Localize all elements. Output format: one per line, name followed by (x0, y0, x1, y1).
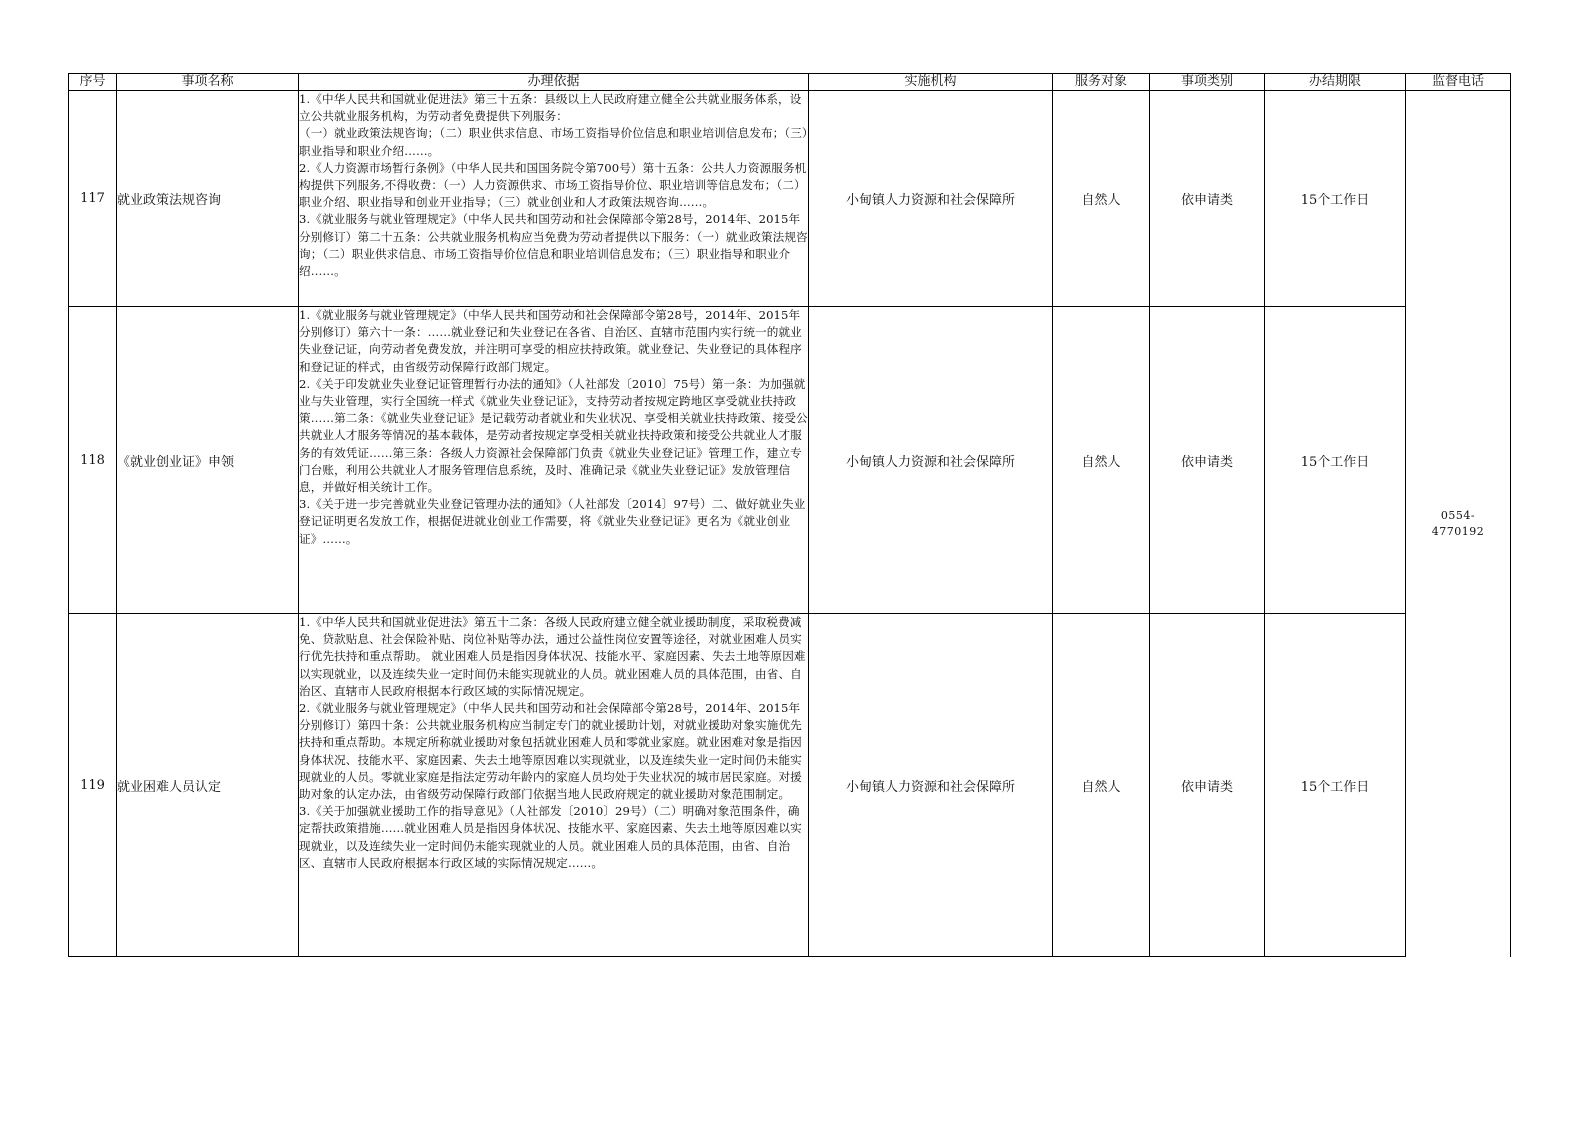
item-name: 《就业创业证》申领 (117, 307, 299, 614)
item-org: 小甸镇人力资源和社会保障所 (809, 614, 1053, 957)
service-items-table (68, 73, 1511, 957)
supervision-phone-text: 0554- 4770192 (1431, 508, 1485, 538)
item-deadline: 15个工作日 (1265, 91, 1406, 307)
item-name: 就业困难人员认定 (117, 614, 299, 957)
table-row (69, 307, 1511, 614)
header-deadline: 办结期限 (1265, 74, 1406, 91)
item-basis: 1.《中华人民共和国就业促进法》第三十五条：县级以上人民政府建立健全公共就业服务体系，设立公共就业服务机构，为劳动者免费提供下列服务： （一）就业政策法规咨询；（二）职业供求信息、市场工资指导价位信息和职业培训信息发布；（三）职业指导和职业介绍……。 2.《人力资源市场暂行条例》（中华人民共和国国务院令第700号）第十五条：公共人力资源服务机构提供下列服务,不得收费：（一）人力资源供求、市场工资指导价位、职业培训等信息发布；（二）职业介绍、职业指导和创业开业指导；（三）就业创业和人才政策法规咨询……。 3.《就业服务与就业管理规定》（中华人民共和国劳动和社会保障部令第28号，2014年、2015年分别修订）第二十五条：公共就业服务机构应当免费为劳动者提供以下服务：（一）就业政策法规咨询；（二）职业供求信息、市场工资指导价位信息和职业培训信息发布；（三）职业指导和职业介绍……。 (299, 92, 808, 279)
item-basis: 1.《就业服务与就业管理规定》（中华人民共和国劳动和社会保障部令第28号，2014年、2015年分别修订）第六十一条：……就业登记和失业登记在各省、自治区、直辖市范围内实行统一的就业失业登记证，向劳动者免费发放，并注明可享受的相应扶持政策。就业登记、失业登记的具体程序和登记证的样式，由省级劳动保障行政部门规定。 2.《关于印发就业失业登记证管理暂行办法的通知》（人社部发〔2010〕75号）第一条：为加强就业与失业管理，实行全国统一样式《就业失业登记证》，支持劳动者按规定跨地区享受就业扶持政策……第二条：《就业失业登记证》是记载劳动者就业和失业状况、享受相关就业扶持政策、接受公共就业人才服务等情况的基本载体，是劳动者按规定享受相关就业扶持政策和接受公共就业人才服务的有效凭证……第三条：各级人力资源社会保障部门负责《就业失业登记证》管理工作，建立专门台账，利用公共就业人才服务管理信息系统，及时、准确记录《就业失业登记证》发放管理信息，并做好相关统计工作。 3.《关于进一步完善就业失业登记管理办法的通知》（人社部发〔2014〕97号）二、做好就业失业登记证明更名发放工作，根据促进就业创业工作需要，将《就业失业登记证》更名为《就业创业证》……。 (299, 308, 808, 546)
item-target: 自然人 (1053, 91, 1150, 307)
supervision-phone (1406, 91, 1511, 957)
item-basis-cell (299, 91, 809, 307)
item-category: 依申请类 (1150, 91, 1265, 307)
header-name: 事项名称 (117, 74, 299, 91)
item-category: 依申请类 (1150, 614, 1265, 957)
item-basis-cell (299, 307, 809, 614)
item-number: 119 (69, 614, 117, 957)
item-number: 117 (69, 91, 117, 307)
header-org: 实施机构 (809, 74, 1053, 91)
header-target: 服务对象 (1053, 74, 1150, 91)
item-target: 自然人 (1053, 614, 1150, 957)
item-org: 小甸镇人力资源和社会保障所 (809, 91, 1053, 307)
item-target: 自然人 (1053, 307, 1150, 614)
item-org: 小甸镇人力资源和社会保障所 (809, 307, 1053, 614)
header-category: 事项类别 (1150, 74, 1265, 91)
table-row (69, 91, 1511, 307)
item-deadline: 15个工作日 (1265, 307, 1406, 614)
item-category: 依申请类 (1150, 307, 1265, 614)
item-deadline: 15个工作日 (1265, 614, 1406, 957)
item-name: 就业政策法规咨询 (117, 91, 299, 307)
header-phone: 监督电话 (1406, 74, 1511, 91)
item-basis-cell (299, 614, 809, 957)
table-row (69, 614, 1511, 957)
header-basis: 办理依据 (299, 74, 809, 91)
header-no: 序号 (69, 74, 117, 91)
item-basis: 1.《中华人民共和国就业促进法》第五十二条：各级人民政府建立健全就业援助制度，采取税费减免、贷款贴息、社会保险补贴、岗位补贴等办法，通过公益性岗位安置等途径，对就业困难人员实行优先扶持和重点帮助。 就业困难人员是指因身体状况、技能水平、家庭因素、失去土地等原因难以实现就业，以及连续失业一定时间仍未能实现就业的人员。就业困难人员的具体范围，由省、自治区、直辖市人民政府根据本行政区域的实际情况规定。 2.《就业服务与就业管理规定》（中华人民共和国劳动和社会保障部令第28号，2014年、2015年分别修订）第四十条：公共就业服务机构应当制定专门的就业援助计划，对就业援助对象实施优先扶持和重点帮助。本规定所称就业援助对象包括就业困难人员和零就业家庭。就业困难对象是指因身体状况、技能水平、家庭因素、失去土地等原因难以实现就业，以及连续失业一定时间仍未能实现就业的人员。零就业家庭是指法定劳动年龄内的家庭人员均处于失业状况的城市居民家庭。对援助对象的认定办法，由省级劳动保障行政部门依据当地人民政府规定的就业援助对象范围制定。 3.《关于加强就业援助工作的指导意见》（人社部发〔2010〕29号）（二）明确对象范围条件，确定帮扶政策措施……就业困难人员是指因身体状况、技能水平、家庭因素、失去土地等原因难以实现就业，以及连续失业一定时间仍未能实现就业的人员。就业困难人员的具体范围，由省、自治区、直辖市人民政府根据本行政区域的实际情况规定……。 (299, 615, 806, 870)
header-row (69, 74, 1511, 91)
item-number: 118 (69, 307, 117, 614)
